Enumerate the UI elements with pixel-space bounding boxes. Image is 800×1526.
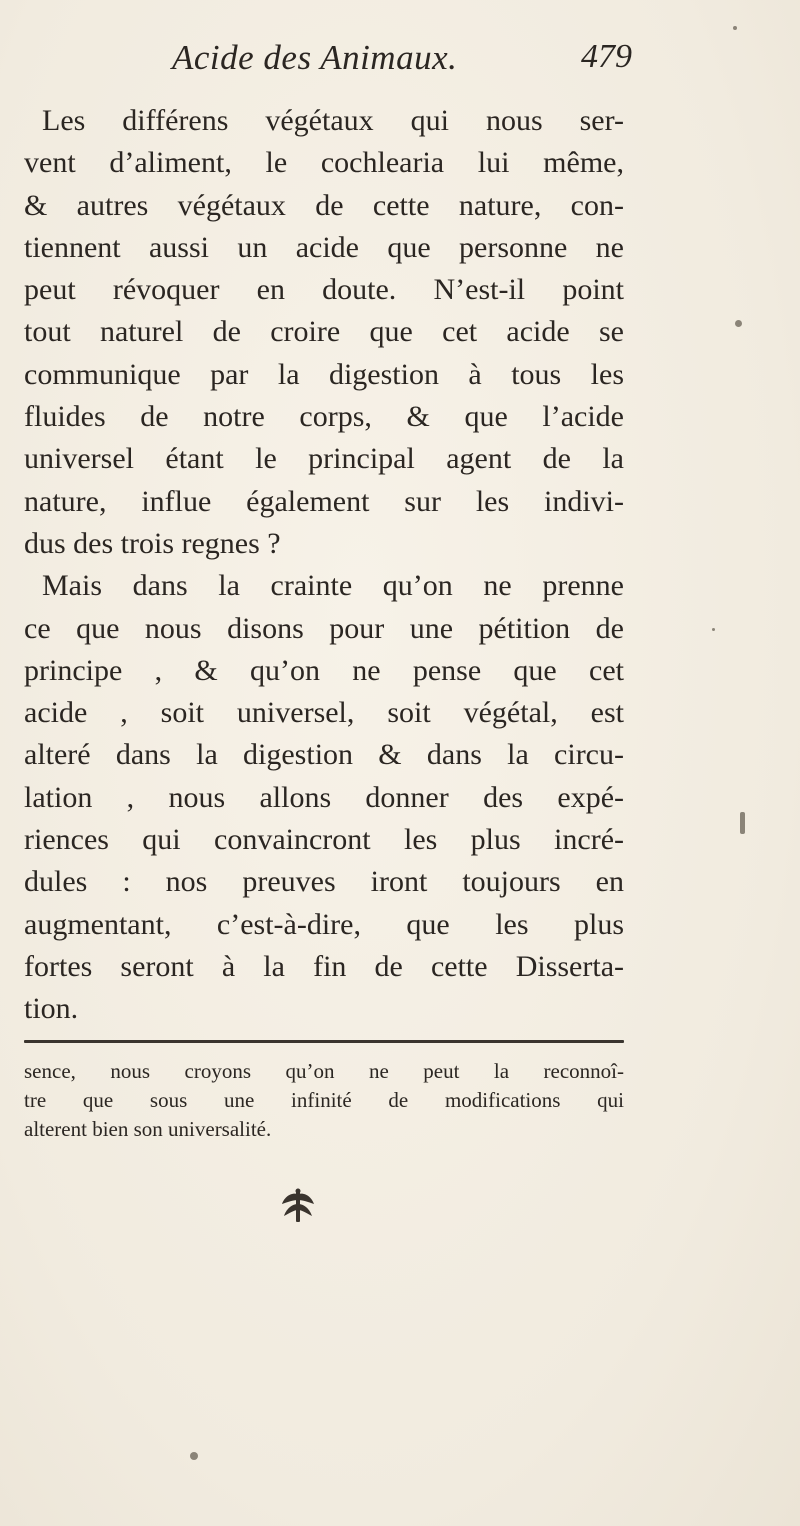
text-line: ce que nous disons pour une pétition de <box>24 611 624 645</box>
text-line: nature, influe également sur les indivi- <box>24 484 624 518</box>
text-line: dus des trois regnes ? <box>24 526 281 560</box>
text-line: communique par la digestion à tous les <box>24 357 624 391</box>
main-text <box>24 100 624 1031</box>
footnote <box>24 1057 624 1144</box>
running-title: Acide des Animaux. <box>172 38 458 77</box>
text-line: tion. <box>24 992 79 1026</box>
text-line: alteré dans la digestion & dans la circu- <box>24 738 624 772</box>
text-line: dules : nos preuves iront toujours en <box>24 865 624 899</box>
page-number: 479 <box>581 38 632 75</box>
text-line: tout naturel de croire que cet acide se <box>24 315 624 349</box>
text-line: lation , nous allons donner des expé- <box>24 780 624 814</box>
text-line: universel étant le principal agent de la <box>24 442 624 476</box>
text-line: Les différens végétaux qui nous ser- <box>42 104 624 137</box>
text-line: tiennent aussi un acide que personne ne <box>24 230 624 264</box>
footnote-line: tre que sous une infinité de modifications qui <box>24 1088 624 1112</box>
text-line: vent d’aliment, le cochlearia lui même, <box>24 146 624 180</box>
text-line: peut révoquer en doute. N’est-il point <box>24 273 624 307</box>
text-line: augmentant, c’est-à-dire, que les plus <box>24 907 624 941</box>
footnote-line: sence, nous croyons qu’on ne peut la reconnoî- <box>24 1059 624 1083</box>
text-line: acide , soit universel, soit végétal, est <box>24 696 624 730</box>
text-line: fortes seront à la fin de cette Disserta- <box>24 949 624 983</box>
running-head <box>172 38 632 88</box>
text-line: fluides de notre corps, & que l’acide <box>24 400 624 434</box>
text-line: riences qui convaincront les plus incré- <box>24 823 624 857</box>
footnote-rule <box>24 1040 624 1043</box>
text-line: & autres végétaux de cette nature, con- <box>24 188 624 222</box>
fleuron-icon <box>278 1188 318 1224</box>
text-line: Mais dans la crainte qu’on ne prenne <box>42 569 624 603</box>
text-line: principe , & qu’on ne pense que cet <box>24 653 624 687</box>
footnote-line: alterent bien son universalité. <box>24 1117 272 1141</box>
